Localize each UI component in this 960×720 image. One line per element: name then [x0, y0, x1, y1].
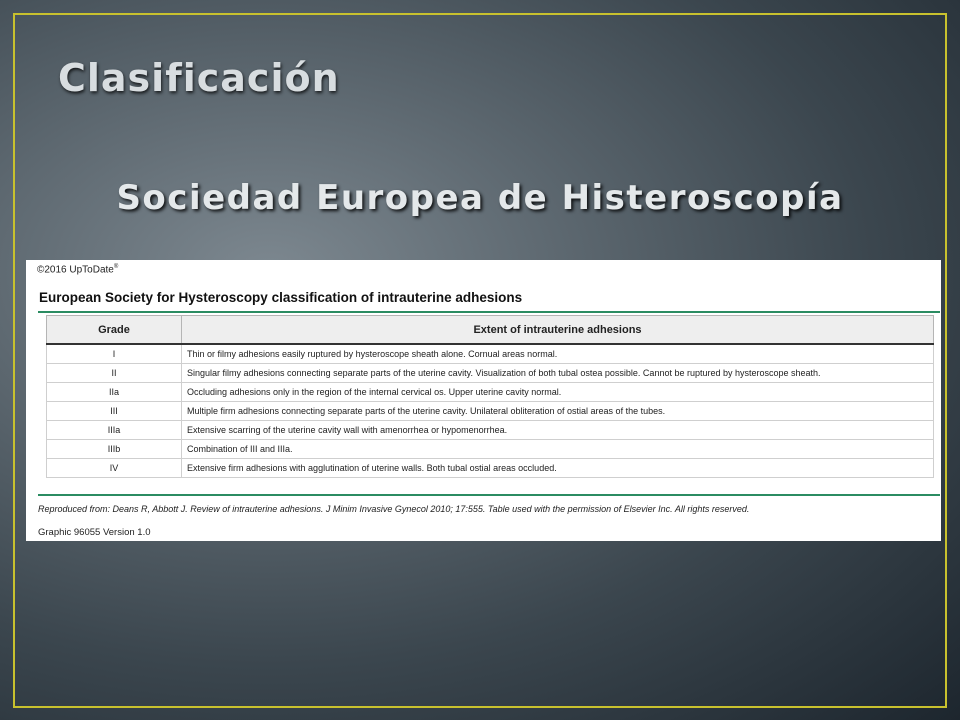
table-row: [47, 364, 934, 383]
table-row: [47, 383, 934, 402]
copyright-text: ©2016 UpToDate: [37, 264, 114, 276]
table-row: [47, 459, 934, 478]
slide-subtitle: Sociedad Europea de Histeroscopía: [116, 178, 844, 218]
extent-cell: Singular filmy adhesions connecting separate parts of the uterine cavity. Visualization of both tubal ostea possible. Cannot be ruptured by hysteroscope sheath.: [182, 364, 934, 383]
graphic-version: Graphic 96055 Version 1.0: [38, 527, 151, 538]
grade-cell: IV: [47, 459, 182, 478]
grade-cell: I: [47, 344, 182, 364]
copyright-notice: [37, 264, 118, 275]
grade-cell: IIa: [47, 383, 182, 402]
table-row: [47, 440, 934, 459]
table-header-row: [47, 316, 934, 345]
column-header-grade: Grade: [47, 316, 182, 345]
extent-cell: Thin or filmy adhesions easily ruptured by hysteroscope sheath alone. Cornual areas normal.: [182, 344, 934, 364]
graphic-panel: [26, 260, 941, 541]
grade-cell: IIIb: [47, 440, 182, 459]
grade-cell: III: [47, 402, 182, 421]
column-header-extent: Extent of intrauterine adhesions: [182, 316, 934, 345]
grade-cell: IIIa: [47, 421, 182, 440]
grade-cell: II: [47, 364, 182, 383]
extent-cell: Multiple firm adhesions connecting separate parts of the uterine cavity. Unilateral obliteration of ostial areas of the tubes.: [182, 402, 934, 421]
reference-note: Reproduced from: Deans R, Abbott J. Review of intrauterine adhesions. J Minim Invasive Gynecol 2010; 17:555. Table used with the permission of Elsevier Inc. All rights reserved.: [38, 504, 750, 514]
slide-title: Clasificación: [58, 56, 340, 100]
extent-cell: Combination of III and IIIa.: [182, 440, 934, 459]
table-row: [47, 402, 934, 421]
table-row: [47, 421, 934, 440]
table-row: [47, 344, 934, 364]
top-divider: [38, 311, 940, 313]
registered-mark: ®: [113, 264, 119, 270]
graphic-title: European Society for Hysteroscopy classification of intrauterine adhesions: [39, 290, 523, 305]
bottom-divider: [38, 494, 940, 496]
adhesion-classification-table: [46, 315, 934, 478]
extent-cell: Extensive firm adhesions with agglutination of uterine walls. Both tubal ostial areas occluded.: [182, 459, 934, 478]
extent-cell: Occluding adhesions only in the region of the internal cervical os. Upper uterine cavity normal.: [182, 383, 934, 402]
extent-cell: Extensive scarring of the uterine cavity wall with amenorrhea or hypomenorrhea.: [182, 421, 934, 440]
